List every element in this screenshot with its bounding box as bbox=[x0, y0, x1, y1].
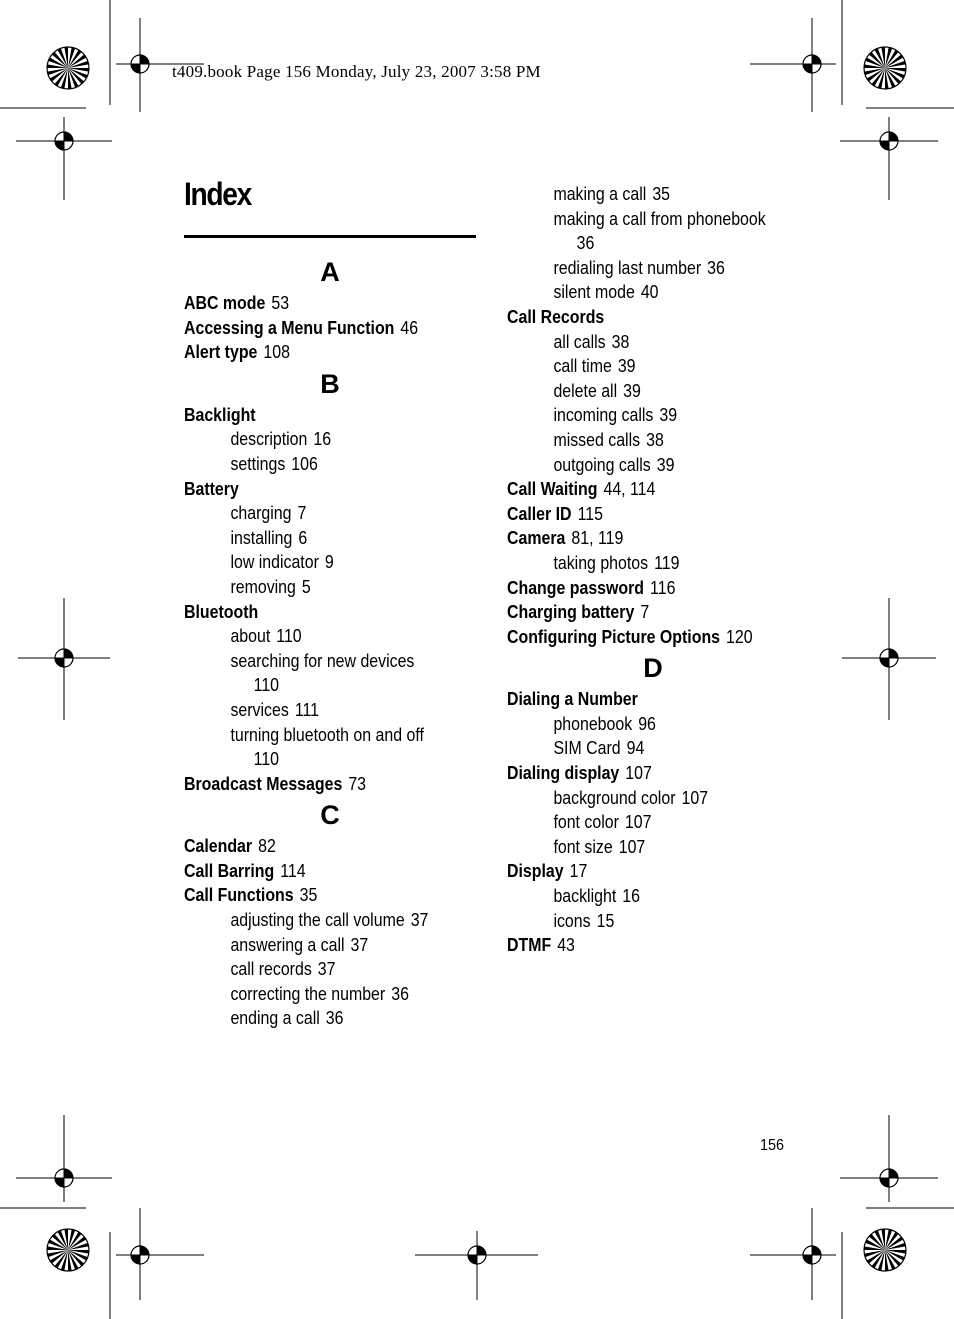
index-term: settings bbox=[230, 452, 286, 474]
crosshair-mark-icon bbox=[40, 1154, 88, 1202]
crosshair-mark-icon bbox=[788, 1231, 836, 1279]
index-subentry bbox=[184, 982, 435, 1007]
page-reference: 7 bbox=[297, 502, 307, 524]
index-term: call records bbox=[230, 958, 312, 980]
page-reference: 94 bbox=[626, 737, 645, 759]
page-reference: 37 bbox=[317, 958, 336, 980]
index-term: incoming calls bbox=[553, 404, 654, 426]
index-entry bbox=[507, 576, 758, 601]
page-reference: 116 bbox=[650, 576, 676, 598]
index-subentry bbox=[507, 330, 758, 355]
index-term: font color bbox=[553, 811, 619, 833]
index-term: redialing last number bbox=[553, 256, 702, 278]
page-title: Index bbox=[184, 176, 251, 212]
index-subentry bbox=[507, 403, 758, 428]
index-term: taking photos bbox=[553, 551, 649, 573]
index-term: Dialing display bbox=[507, 762, 620, 784]
page-reference: 39 bbox=[617, 355, 636, 377]
index-term: Battery bbox=[184, 477, 239, 499]
index-subentry bbox=[184, 526, 435, 551]
starburst-mark-icon bbox=[864, 47, 906, 89]
crosshair-mark-icon bbox=[40, 117, 88, 165]
page-reference: 39 bbox=[623, 379, 641, 401]
page-reference: 15 bbox=[596, 909, 615, 931]
index-term: Bluetooth bbox=[184, 600, 259, 622]
index-term: turning bluetooth on and off bbox=[230, 723, 424, 745]
index-term: making a call from phonebook bbox=[553, 207, 766, 229]
crosshair-mark-icon bbox=[116, 1231, 164, 1279]
index-subentry bbox=[507, 786, 758, 811]
index-term: adjusting the call volume bbox=[230, 909, 405, 931]
index-entry bbox=[507, 859, 758, 884]
index-term: services bbox=[230, 698, 289, 720]
page-reference: 107 bbox=[618, 835, 646, 857]
index-entry bbox=[507, 477, 758, 502]
page-reference: 35 bbox=[299, 884, 318, 906]
index-term: Broadcast Messages bbox=[184, 772, 343, 794]
crosshair-mark-icon bbox=[865, 117, 913, 165]
section-letter: D bbox=[643, 653, 663, 684]
index-entry bbox=[507, 687, 758, 712]
index-subentry bbox=[184, 957, 435, 982]
title-rule bbox=[184, 235, 476, 238]
index-term: SIM Card bbox=[553, 737, 621, 759]
index-subentry bbox=[507, 182, 758, 207]
crosshair-mark-icon bbox=[865, 634, 913, 682]
page-reference: 9 bbox=[324, 551, 334, 573]
page-reference: 81, 119 bbox=[571, 527, 624, 549]
index-subentry bbox=[184, 501, 435, 526]
section-letter: A bbox=[320, 257, 340, 287]
index-term: missed calls bbox=[553, 428, 641, 450]
page-reference: 40 bbox=[640, 281, 659, 303]
index-term: installing bbox=[230, 526, 293, 548]
index-term: Change password bbox=[507, 576, 645, 598]
index-term: Calendar bbox=[184, 835, 253, 857]
index-subentry bbox=[184, 427, 435, 452]
index-entry bbox=[184, 403, 435, 428]
index-entry bbox=[184, 291, 435, 316]
starburst-mark-icon bbox=[47, 1229, 89, 1271]
index-subentry bbox=[507, 453, 758, 478]
index-entry bbox=[184, 340, 435, 365]
index-term: Caller ID bbox=[507, 502, 572, 524]
index-term: ending a call bbox=[230, 1007, 320, 1029]
page-reference: 120 bbox=[726, 625, 753, 647]
index-column-right bbox=[507, 182, 799, 958]
index-term: background color bbox=[553, 786, 676, 808]
page-reference: 96 bbox=[638, 712, 656, 734]
page-reference: 46 bbox=[400, 316, 419, 338]
index-entry bbox=[507, 933, 758, 958]
index-term: Dialing a Number bbox=[507, 688, 638, 710]
index-term: DTMF bbox=[507, 934, 552, 956]
index-term: low indicator bbox=[230, 551, 319, 573]
index-term: call time bbox=[553, 355, 612, 377]
page-reference: 36 bbox=[707, 256, 725, 278]
page-reference: 35 bbox=[652, 183, 671, 204]
index-term: making a call bbox=[553, 183, 647, 204]
starburst-mark-icon bbox=[864, 1229, 906, 1271]
index-term: silent mode bbox=[553, 281, 635, 303]
index-subentry bbox=[507, 835, 758, 860]
page-reference: 73 bbox=[348, 772, 367, 794]
index-subentry bbox=[184, 698, 435, 723]
index-term: Call Waiting bbox=[507, 478, 598, 500]
index-entry bbox=[507, 600, 758, 625]
index-term: Alert type bbox=[184, 341, 258, 363]
index-subentry bbox=[507, 207, 766, 256]
page-reference: 115 bbox=[577, 502, 603, 524]
index-entry bbox=[507, 305, 758, 330]
page-reference: 37 bbox=[410, 909, 429, 931]
index-subentry bbox=[184, 649, 435, 698]
crosshair-mark-icon bbox=[40, 634, 88, 682]
index-term: correcting the number bbox=[230, 982, 386, 1004]
index-entry bbox=[184, 477, 435, 502]
index-term: Configuring Picture Options bbox=[507, 625, 721, 647]
index-term: charging bbox=[230, 502, 292, 524]
page-reference: 5 bbox=[301, 575, 311, 597]
page-reference: 39 bbox=[656, 453, 675, 475]
index-term: ABC mode bbox=[184, 292, 266, 313]
page-reference: 43 bbox=[557, 934, 575, 956]
page-reference: 111 bbox=[294, 698, 320, 720]
crosshair-mark-icon bbox=[865, 1154, 913, 1202]
page-reference: 38 bbox=[646, 428, 664, 450]
index-term: Call Records bbox=[507, 305, 605, 327]
index-term: backlight bbox=[553, 885, 617, 907]
index-subentry bbox=[507, 884, 758, 909]
index-term: delete all bbox=[553, 379, 618, 401]
index-entry bbox=[184, 834, 435, 859]
page-reference: 110 bbox=[253, 674, 280, 696]
page-reference: 106 bbox=[291, 452, 318, 474]
index-subentry bbox=[507, 379, 758, 404]
index-entry bbox=[507, 526, 758, 551]
page-reference: 110 bbox=[253, 748, 280, 770]
page-reference: 53 bbox=[271, 292, 290, 313]
index-term: icons bbox=[553, 909, 591, 931]
index-entry bbox=[184, 772, 435, 797]
index-subentry bbox=[507, 280, 758, 305]
index-term: all calls bbox=[553, 330, 606, 352]
page-reference: 17 bbox=[569, 860, 588, 882]
crosshair-mark-icon bbox=[453, 1231, 501, 1279]
index-entry bbox=[507, 761, 758, 786]
page-reference: 107 bbox=[624, 811, 652, 833]
index-term: Display bbox=[507, 860, 564, 882]
index-entry bbox=[184, 883, 435, 908]
index-term: Charging battery bbox=[507, 601, 635, 623]
index-term: description bbox=[230, 428, 308, 450]
page-number: 156 bbox=[760, 1137, 785, 1154]
page-reference: 82 bbox=[258, 835, 276, 857]
index-term: searching for new devices bbox=[230, 649, 415, 671]
page-reference: 38 bbox=[611, 330, 630, 352]
index-subentry bbox=[184, 908, 435, 933]
index-term: Accessing a Menu Function bbox=[184, 316, 395, 338]
index-subentry bbox=[184, 624, 435, 649]
index-subentry bbox=[184, 933, 435, 958]
crosshair-mark-icon bbox=[116, 40, 164, 88]
page-reference: 36 bbox=[325, 1007, 344, 1029]
page-reference: 107 bbox=[681, 786, 709, 808]
page-reference: 36 bbox=[576, 232, 595, 254]
index-term: Call Barring bbox=[184, 859, 275, 881]
index-term: answering a call bbox=[230, 933, 345, 955]
page-reference: 119 bbox=[654, 551, 680, 573]
index-subentry bbox=[507, 551, 758, 576]
index-term: Backlight bbox=[184, 403, 256, 425]
page-reference: 107 bbox=[625, 762, 652, 784]
index-subentry bbox=[507, 256, 758, 281]
page-reference: 108 bbox=[263, 341, 290, 363]
index-term: phonebook bbox=[553, 712, 633, 734]
index-entry bbox=[184, 316, 435, 341]
index-subentry bbox=[507, 712, 758, 737]
index-term: about bbox=[230, 625, 271, 647]
page-reference: 44, 114 bbox=[603, 478, 656, 500]
page-reference: 39 bbox=[659, 404, 678, 426]
index-subentry bbox=[184, 723, 435, 772]
page-reference: 36 bbox=[391, 982, 409, 1004]
section-letter: C bbox=[320, 800, 340, 831]
index-subentry bbox=[507, 354, 758, 379]
index-entry bbox=[184, 600, 435, 625]
index-subentry bbox=[184, 452, 435, 477]
index-entry bbox=[507, 502, 758, 527]
page-reference: 7 bbox=[640, 601, 650, 623]
index-subentry bbox=[507, 428, 758, 453]
index-term: outgoing calls bbox=[553, 453, 651, 475]
index-subentry bbox=[507, 736, 758, 761]
page-reference: 37 bbox=[350, 933, 369, 955]
index-term: Call Functions bbox=[184, 884, 294, 906]
print-slug-header: t409.book Page 156 Monday, July 23, 2007 3:58 PM bbox=[172, 62, 541, 81]
index-subentry bbox=[184, 1006, 435, 1031]
index-entry bbox=[184, 859, 435, 884]
index-term: removing bbox=[230, 575, 296, 597]
page-reference: 6 bbox=[298, 526, 308, 548]
page-reference: 16 bbox=[622, 885, 640, 907]
index-subentry bbox=[507, 810, 758, 835]
starburst-mark-icon bbox=[47, 47, 89, 89]
crosshair-mark-icon bbox=[788, 40, 836, 88]
section-letter: B bbox=[320, 368, 340, 399]
index-term: Camera bbox=[507, 527, 566, 549]
index-term: font size bbox=[553, 835, 613, 857]
page-reference: 110 bbox=[276, 625, 302, 647]
index-entry bbox=[507, 625, 758, 650]
index-subentry bbox=[184, 550, 435, 575]
index-column-left bbox=[184, 253, 476, 1031]
page-reference: 114 bbox=[280, 859, 306, 881]
index-subentry bbox=[184, 575, 435, 600]
index-subentry bbox=[507, 909, 758, 934]
page-reference: 16 bbox=[313, 428, 332, 450]
